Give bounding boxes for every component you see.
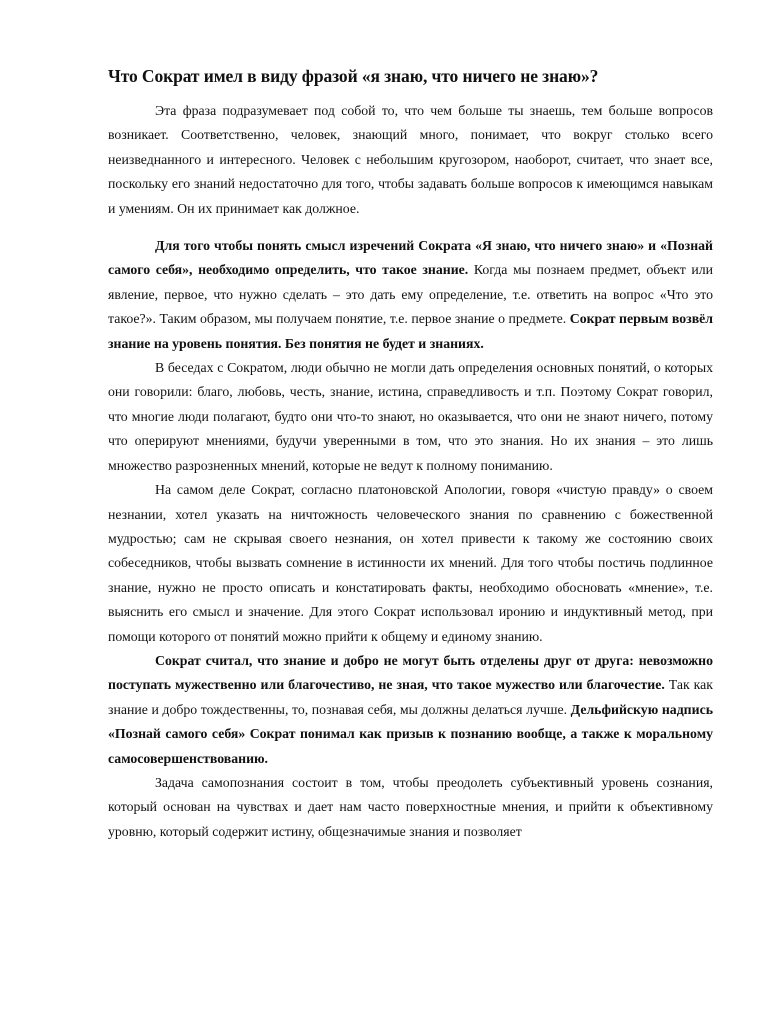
paragraph-text: На самом деле Сократ, согласно платоновской Апологии, говоря «чистую правду» о своем незнании, хотел указать на ничтожность человеческого знания по сравнению с божественной мудростью; сам не скрывая своего незнания, он хотел привести к такому же состоянию своих собеседников, чтобы вызвать сомнение в истинности их мнений. Для того чтобы постичь подлинное знание, нужно не просто описать и констатировать факты, необходимо обосновать «мнение», т.е. выяснить его смысл и значение. Для этого Сократ использовал иронию и индуктивный метод, при помощи которого от понятий можно прийти к общему и единому знанию.: [108, 482, 713, 644]
paragraph-text: Когда мы познаем предмет, объект или явление, первое, что нужно сделать – это дать ему определение, т.е. ответить на вопрос «Что это такое?». Таким образом, мы получаем понятие, т.е. первое знание о предмете.: [108, 262, 713, 327]
bold-text: Сократ считал, что знание и добро не могут быть отделены друг от друга: невозможно поступать мужественно или благочестиво, не зная, что такое мужество или благочестие.: [108, 652, 713, 693]
document-title: Что Сократ имел в виду фразой «я знаю, что ничего не знаю»?: [108, 66, 599, 86]
paragraph-4: [108, 478, 713, 649]
paragraph-2: [108, 234, 713, 356]
paragraph-5: [108, 649, 713, 771]
paragraph-text: В беседах с Сократом, люди обычно не могли дать определения основных понятий, о которых они говорили: благо, любовь, честь, знание, истина, справедливость и т.п. Поэтому Сократ говорил, что многие люди полагают, будто они что-то знают, но оказывается, что они не знают ничего, потому что оперируют мнениями, будучи уверенными в том, что это знания. Но их знания – это лишь множество разрозненных мнений, которые не ведут к полному пониманию.: [108, 360, 713, 473]
paragraph-text: Задача самопознания состоит в том, чтобы преодолеть субъективный уровень сознания, который основан на чувствах и дает нам часто поверхностные мнения, и прийти к объективному уровню, который содержит истину, общезначимые знания и позволяет: [108, 774, 713, 839]
paragraph-6: [108, 771, 713, 844]
bold-text: Сократ первым возвёл знание на уровень понятия. Без понятия не будет и знаниях.: [108, 311, 714, 351]
paragraph-text: Эта фраза подразумевает под собой то, что чем больше ты знаешь, тем больше вопросов возникает. Соответственно, человек, знающий много, понимает, что вокруг столько всего неизведнанного и интересного. Человек с небольшим кругозором, наоборот, считает, что знает все, поскольку его знаний недостаточно для того, чтобы задавать больше вопросов к имеющимся навыкам и умениям. Он их принимает как должное.: [108, 103, 713, 216]
paragraph-3: [108, 356, 713, 478]
paragraph-text: Так как знание и добро тождественны, то, познавая себя, мы должны делаться лучше.: [108, 677, 713, 717]
document-page: [108, 66, 713, 844]
bold-text: Дельфийскую надпись «Познай самого себя» Сократ понимал как призыв к познанию вообще, а также к моральному самосовершенствованию.: [108, 701, 713, 766]
paragraph-1: [108, 99, 713, 221]
bold-text: Для того чтобы понять смысл изречений Сократа «Я знаю, что ничего знаю» и «Познай самого себя», необходимо определить, что такое знание.: [108, 238, 713, 278]
